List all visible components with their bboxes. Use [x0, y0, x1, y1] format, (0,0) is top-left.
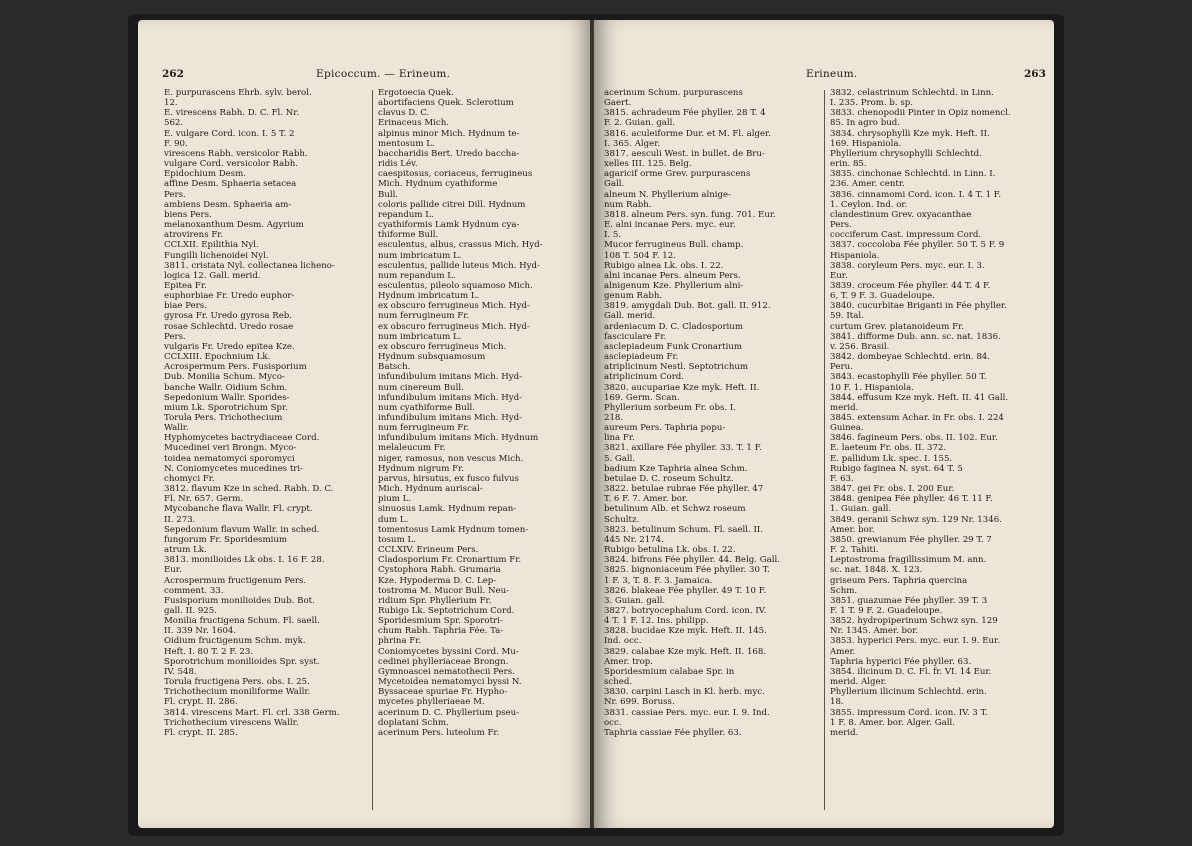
text-line: niger, ramosus, non vescus Mich. [378, 453, 524, 464]
text-line: Leptostroma fragillissimum M. ann. [830, 555, 987, 566]
text-line: Phyllerium sorbeum Fr. obs. I. [604, 402, 736, 413]
text-line: 3833. chenopodii Pinter in Opiz nomencl. [830, 108, 1011, 119]
text-line: griseum Pers. Taphria quercina [830, 575, 968, 586]
text-line: I. 365. Alger. [604, 138, 661, 149]
text-line: Oidium fructigenum Schm. myk. [164, 636, 306, 647]
text-line: merid. [830, 402, 859, 413]
text-line: II. 273. [164, 514, 196, 525]
text-line: 3818. alneum Pers. syn. fung. 701. Eur. [604, 209, 776, 220]
text-line: 3837. coccoloba Fée phyller. 50 T. 5 F. 9 [830, 240, 1005, 251]
text-line: badium Kze Taphria alnea Schm. [604, 463, 748, 474]
text-line: T. 6 F. 7. Amer. bor. [604, 494, 688, 505]
text-line: virescens Rabh. versicolor Rabh. [164, 148, 308, 159]
text-line: clandestinum Grev. oxyacanthae [830, 209, 972, 220]
text-line: Wallr. [164, 423, 189, 434]
text-line: sched. [604, 677, 633, 688]
text-line: Gall. [604, 179, 625, 190]
text-line: Kze. Hypoderma D. C. Lep- [378, 575, 497, 586]
text-line: alnigenum Kze. Phyllerium alni- [604, 280, 744, 291]
text-line: Sepedonium flavum Wallr. in sched. [164, 524, 320, 535]
text-line: Amer. trop. [604, 656, 654, 667]
right-column-2 [830, 88, 1048, 738]
text-line: Phyllerium ilicinum Schlechtd. erin. [830, 687, 987, 698]
right-column-1 [604, 88, 820, 738]
text-line: xelles III. 125. Belg. [604, 159, 692, 170]
text-line: F. 2. Guian. gall. [604, 118, 676, 129]
text-line: 236. Amer. centr. [830, 179, 905, 190]
text-line: cocciferum Cast. impressum Cord. [830, 230, 982, 241]
text-line: 3836. cinnamomi Cord. icon. I. 4 T. 1 F. [830, 189, 1002, 200]
running-head: Erineum. [806, 68, 858, 80]
text-line: 3850. grewianum Fée phyller. 29 T. 7 [830, 534, 992, 545]
text-line: Nr. 1345. Amer. bor. [830, 626, 919, 637]
text-line: logica 12. Gall. merid. [164, 270, 261, 281]
text-line: 1 F. 3, T. 8. F. 3. Jamaica. [604, 575, 713, 586]
text-line: Epitea Fr. [164, 280, 207, 291]
text-line: Mich. Hydnum auriscal- [378, 484, 483, 495]
text-line: 562. [164, 118, 184, 129]
text-line: 12. [164, 98, 178, 109]
text-line: alpinus minor Mich. Hydnum te- [378, 128, 520, 139]
text-line: Bull. [378, 189, 399, 200]
text-line: IV. 548. [164, 666, 197, 677]
text-line: esculentus, albus, crassus Mich. Hyd- [378, 240, 543, 251]
text-line: 218. [604, 413, 624, 423]
text-line: mycetes phylleriaeae M. [378, 697, 485, 708]
text-line: betulae D. C. roseum Schultz. [604, 473, 734, 484]
text-line: ridis Lév. [378, 159, 418, 170]
text-line: infundibulum imitans Mich. Hyd- [378, 413, 522, 423]
text-line: 3. Guian. gall. [604, 595, 666, 606]
text-line: num Rabh. [604, 199, 652, 210]
text-line: 3839. croceum Fée phyller. 44 T. 4 F. [830, 280, 991, 291]
text-line: infundibulum imitans Mich. Hydnum [378, 433, 539, 444]
text-line: Rubigo betulina Lk. obs. I. 22. [604, 545, 736, 556]
text-line: Sporotrichum monilioides Spr. syst. [164, 656, 320, 667]
text-line: abortifaciens Quek. Sclerotium [378, 98, 514, 109]
text-line: 3823. betulinum Schum. Fl. saell. II. [604, 524, 764, 535]
text-line: tostroma M. Mucor Bull. Neu- [378, 585, 510, 596]
text-line: comment. 33. [164, 585, 224, 596]
text-line: 3854. ilicinum D. C. Fl. fr. VI. 14 Eur. [830, 666, 992, 677]
text-line: Ind. occ. [604, 636, 642, 647]
text-line: tomentosus Lamk Hydnum tomen- [378, 524, 529, 535]
text-line: v. 256. Brasil. [830, 341, 890, 352]
text-line: aureum Pers. Taphria popu- [604, 423, 726, 434]
text-line: atrum Lk. [164, 545, 207, 556]
text-line: F. 90. [164, 138, 188, 149]
text-line: 18. [830, 697, 844, 708]
text-line: 3853. hyperici Pers. myc. eur. I. 9. Eur. [830, 636, 1000, 647]
text-line: esculentus, pallide luteus Mich. Hyd- [378, 260, 540, 271]
text-line: Amer. [830, 646, 856, 657]
text-line: genum Rabh. [604, 291, 663, 302]
text-line: 3817. aesculi West. in bullet. de Bru- [604, 148, 765, 159]
text-line: occ. [604, 717, 622, 728]
text-line: Torula fructigena Pers. obs. I. 25. [164, 677, 310, 688]
text-line: 3844. effusum Kze myk. Heft. II. 41 Gall. [830, 392, 1009, 403]
text-line: 3820. aucupariae Kze myk. Heft. II. [604, 382, 760, 393]
text-line: 3834. chrysophylli Kze myk. Heft. II. [830, 128, 990, 139]
text-line: Mucor ferrugineus Bull. champ. [604, 240, 744, 251]
text-line: 1. Ceylon. Ind. or. [830, 199, 908, 210]
text-line: 3822. betulae rubrae Fée phyller. 47 [604, 484, 764, 495]
text-line: 3828. bucidae Kze myk. Heft. II. 145. [604, 626, 767, 637]
text-line: ardeniacum D. C. Cladosporium [604, 321, 743, 332]
text-line: Hydnum imbricatum L. [378, 291, 480, 302]
text-line: ex obscuro ferrugineus Mich. [378, 341, 507, 352]
text-line: asclepiadeum Funk Cronartium [604, 341, 743, 352]
text-line: 3819. amygdali Dub. Bot. gall. II. 912. [604, 301, 771, 312]
left-column-1 [164, 88, 368, 738]
text-line: CCLXIII. Epochnium Lk. [164, 352, 271, 363]
text-line: acerinum D. C. Phyllerium pseu- [378, 707, 520, 718]
page-number: 263 [1024, 68, 1046, 80]
text-line: ex obscuro ferrugineus Mich. Hyd- [378, 321, 530, 332]
text-line: 3811. cristata Nyl. collectanea licheno- [164, 260, 335, 271]
text-line: Trichothecium virescens Wallr. [164, 717, 299, 728]
text-line: 3816. aculeiforme Dur. et M. Fl. alger. [604, 128, 771, 139]
text-line: clavus D. C. [378, 108, 430, 119]
text-line: 169. Hispaniola. [830, 138, 902, 149]
text-line: Trichothecium moniliforme Wallr. [164, 687, 311, 698]
text-line: 3849. geranii Schwz syn. 129 Nr. 1346. [830, 514, 1002, 525]
text-line: atriplicinum Cord. [604, 372, 685, 383]
text-line: Mich. Hydnum cyathiforme [378, 179, 498, 190]
text-line: E. alni incanae Pers. myc. eur. [604, 220, 736, 231]
text-line: Acrospermum Pers. Fusisporium [164, 362, 307, 373]
text-line: 3841. difforme Dub. ann. sc. nat. 1836. [830, 331, 1001, 342]
text-line: Peru. [830, 362, 853, 373]
text-line: Fl. crypt. II. 286. [164, 697, 238, 708]
text-line: Pers. [164, 189, 186, 200]
text-line: mentosum L. [378, 138, 435, 149]
text-line: infundibulum imitans Mich. Hyd- [378, 392, 522, 403]
text-line: II. 339 Nr. 1604. [164, 626, 237, 637]
text-line: chomyci Fr. [164, 473, 215, 484]
text-line: F. 1 T. 9 F. 2. Guadeloupe. [830, 605, 943, 616]
text-line: dum L. [378, 514, 409, 525]
text-line: thiforme Bull. [378, 230, 439, 241]
text-line: E. purpurascens Ehrb. sylv. berol. [164, 88, 312, 98]
text-line: Epidochium Desm. [164, 169, 246, 180]
text-line: Mucedinei veri Brongn. Myco- [164, 443, 297, 454]
text-line: Hydnum nigrum Fr. [378, 463, 464, 474]
text-line: num imbricatum L. [378, 250, 462, 261]
text-line: toidea nematomyci sporomyci [164, 453, 295, 464]
text-line: curtum Grev. platanoideum Fr. [830, 321, 964, 332]
text-line: num repandum L. [378, 270, 456, 281]
text-line: cedinei phylleriaceae Brongn. [378, 656, 509, 667]
column-divider [372, 90, 373, 810]
text-line: melaleucum Fr. [378, 443, 446, 454]
text-line: 445 Nr. 2174. [604, 534, 664, 545]
text-line: E. virescens Rabh. D. C. Fl. Nr. [164, 108, 300, 119]
text-line: N. Coniomycetes mucedines tri- [164, 463, 304, 474]
text-line: num cinereum Bull. [378, 382, 464, 393]
text-line: 3831. cassiae Pers. myc. eur. I. 9. Ind. [604, 707, 770, 718]
text-line: 169. Germ. Scan. [604, 392, 680, 403]
text-line: pium L. [378, 494, 412, 505]
text-line: Schultz. [604, 514, 640, 525]
text-line: Hispaniola. [830, 250, 880, 261]
text-line: fungorum Fr. Sporidesmium [164, 534, 288, 545]
text-line: Coniomycetes byssini Cord. Mu- [378, 646, 519, 657]
text-line: coloris pallide citrei Dill. Hydnum [378, 199, 526, 210]
text-line: Nr. 699. Boruss. [604, 697, 675, 708]
text-line: parvus, hirsutus, ex fusco fulvus [378, 473, 519, 484]
text-line: biens Pers. [164, 209, 212, 220]
text-line: E. vulgare Cord. icon. I. 5 T. 2 [164, 128, 295, 139]
text-line: Pers. [164, 331, 186, 342]
text-line: doplatani Schm. [378, 717, 449, 728]
text-line: ridium Spr. Phyllerium Fr. [378, 595, 492, 606]
text-line: Batsch. [378, 362, 411, 373]
text-line: baccharidis Bert. Uredo baccha- [378, 148, 520, 159]
text-line: E. laeteum Fr. obs. II. 372. [830, 443, 947, 454]
text-line: E. pallidum Lk. spec. I. 155. [830, 453, 953, 464]
text-line: Taphria hyperici Fée phyller. 63. [830, 656, 972, 667]
text-line: 1. Guian. gall. [830, 504, 892, 515]
text-line: phrina Fr. [378, 636, 422, 647]
text-line: Rubigo alnea Lk. obs. I. 22. [604, 260, 724, 271]
text-line: fasciculare Fr. [604, 331, 667, 342]
text-line: Gall. merid. [604, 311, 656, 322]
text-line: Fl. Nr. 657. Germ. [164, 494, 244, 505]
text-line: num cyathiforme Bull. [378, 402, 475, 413]
text-line: alni incanae Pers. alneum Pers. [604, 270, 741, 281]
text-line: Rubigo faginea N. syst. 64 T. 5 [830, 463, 963, 474]
text-line: 10 F. 1. Hispaniola. [830, 382, 915, 393]
text-line: Sepedonium Wallr. Sporides- [164, 392, 290, 403]
text-line: F. 2. Tahiti. [830, 545, 879, 556]
text-line: 3821. axillare Fée phyller. 33. T. 1 F. [604, 443, 762, 454]
text-line: Hydnum subsquamosum [378, 352, 486, 363]
text-line: 3827. botryocephalum Cord. icon. IV. [604, 605, 767, 616]
running-head: Epicoccum. — Erineum. [316, 68, 451, 80]
text-line: Hyphomycetes bactrydiaceae Cord. [164, 433, 320, 444]
text-line: 3852. hydropiperinum Schwz syn. 129 [830, 616, 998, 627]
text-line: Eur. [164, 565, 182, 576]
text-line: 3835. cinchonae Schlechtd. in Linn. I. [830, 169, 996, 180]
text-line: alneum N. Phyllerium alnige- [604, 189, 732, 200]
left-page [138, 20, 592, 828]
text-line: ex obscuro ferrugineus Mich. Hyd- [378, 301, 530, 312]
text-line: merid. Alger. [830, 677, 887, 688]
text-line: Pers. [830, 220, 852, 231]
text-line: Fusisporium monilioides Dub. Bot. [164, 595, 315, 606]
text-line: CCLXIV. Erineum Pers. [378, 545, 479, 556]
text-line: Acrospermum fructigenum Pers. [164, 575, 307, 586]
text-line: I. 235. Prom. b. sp. [830, 98, 914, 109]
text-line: affine Desm. Sphaeria setacea [164, 179, 297, 190]
text-line: num ferrugineum Fr. [378, 423, 470, 434]
text-line: acerinum Pers. luteolum Fr. [378, 727, 500, 738]
text-line: rosae Schlechtd. Uredo rosae [164, 321, 294, 332]
text-line: Monilia fructigena Schum. Fl. saell. [164, 616, 320, 627]
text-line: banche Wallr. Oidium Schm. [164, 382, 288, 393]
text-line: betulinum Alb. et Schwz roseum [604, 504, 746, 515]
text-line: esculentus, pileolo squamoso Mich. [378, 280, 533, 291]
text-line: 3825. bignoniaceum Fée phyller. 30 T. [604, 565, 770, 576]
text-line: Sporidesmium Spr. Sporotri- [378, 616, 503, 627]
text-line: 3814. virescens Mart. Fl. crl. 338 Germ. [164, 707, 340, 718]
text-line: vulgaris Fr. Uredo epitea Kze. [164, 341, 295, 352]
text-line: 59. Ital. [830, 311, 864, 322]
text-line: 3812. flavum Kze in sched. Rabh. D. C. [164, 484, 334, 495]
text-line: Byssaceae spuriae Fr. Hypho- [378, 687, 508, 698]
text-line: 3829. calabae Kze myk. Heft. II. 168. [604, 646, 767, 657]
text-line: atrovirens Fr. [164, 230, 224, 241]
text-line: mium Lk. Sporotrichum Spr. [164, 402, 288, 413]
text-line: Eur. [830, 270, 848, 281]
text-line: 3813. monilioides Lk obs. I. 16 F. 28. [164, 555, 325, 566]
text-line: 3838. coryleum Pers. myc. eur. I. 3. [830, 260, 985, 271]
text-line: Sporidesmium calabae Spr. in [604, 666, 735, 677]
text-line: Fl. crypt. II. 285. [164, 727, 238, 738]
text-line: 108 T. 504 F. 12. [604, 250, 676, 261]
text-line: Gymnoascei nematothecii Pers. [378, 666, 515, 677]
text-line: Phyllerium chrysophylli Schlechtd. [830, 148, 982, 159]
text-line: 3842. dombeyae Schlechtd. erin. 84. [830, 352, 990, 363]
text-line: Erinaceus Mich. [378, 118, 449, 129]
text-line: atriplicinum Nestl. Septotrichum [604, 362, 749, 373]
text-line: 4 T. 1 F. 12. Ins. philipp. [604, 616, 709, 627]
text-line: 3830. carpini Lasch in Kl. herb. myc. [604, 687, 765, 698]
text-line: merid. [830, 727, 859, 738]
text-line: Cystophora Rabh. Grumaria [378, 565, 501, 576]
text-line: melanoxanthum Desm. Agyrium [164, 220, 304, 231]
text-line: 3845. extensum Achar. in Fr. obs. I. 224 [830, 413, 1004, 423]
text-line: F. 63. [830, 473, 854, 484]
text-line: agaricif orme Grev. purpurascens [604, 169, 751, 180]
text-line: 3824. bifrons Fée phyller. 44. Belg. Gall. [604, 555, 780, 566]
text-line: 3840. cucurbitae Briganti in Fée phyller. [830, 301, 1007, 312]
text-line: Ergotoecia Quek. [378, 88, 454, 98]
text-line: asclepiadeum Fr. [604, 352, 679, 363]
text-line: tosum L. [378, 534, 416, 545]
text-line: euphorbiae Fr. Uredo euphor- [164, 291, 295, 302]
text-line: 3848. genipea Fée phyller. 46 T. 11 F. [830, 494, 993, 505]
text-line: 3847. gei Fr. obs. I. 200 Eur. [830, 484, 955, 495]
text-line: 1 F. 8. Amer. bor. Alger. Gall. [830, 717, 955, 728]
text-line: biae Pers. [164, 301, 207, 312]
left-column-2 [378, 88, 588, 738]
text-line: Torula Pers. Trichothecium [164, 413, 283, 423]
text-line: vulgare Cord. versicolor Rabh. [164, 159, 299, 170]
text-line: repandum L. [378, 209, 434, 220]
text-line: Mycetoidea nematomyci byssi N. [378, 677, 522, 688]
text-line: caespitosus, coriaceus, ferrugineus [378, 169, 533, 180]
text-line: sinuosus Lamk. Hydnum repan- [378, 504, 517, 515]
text-line: Amer. bor. [830, 524, 875, 535]
text-line: Heft. I. 80 T. 2 F. 23. [164, 646, 254, 657]
text-line: Cladosporium Fr. Cronartium Fr. [378, 555, 522, 566]
text-line: acerinum Schum. purpurascens [604, 88, 743, 98]
text-line: Taphria cassiae Fée phyller. 63. [604, 727, 742, 738]
text-line: sc. nat. 1848. X. 123. [830, 565, 923, 576]
text-line: Schm. [830, 585, 858, 596]
text-line: 6, T. 9 F. 3. Guadeloupe. [830, 291, 935, 302]
text-line: num imbricatum L. [378, 331, 462, 342]
column-divider [824, 90, 825, 810]
text-line: num ferrugineum Fr. [378, 311, 470, 322]
text-line: gyrosa Fr. Uredo gyrosa Reb. [164, 311, 293, 322]
text-line: gall. II. 925. [164, 605, 217, 616]
text-line: Guinea. [830, 423, 864, 434]
text-line: 3832. celastrinum Schlechtd. in Linn. [830, 88, 994, 98]
scanned-book-spread [128, 14, 1064, 836]
page-number: 262 [162, 68, 184, 80]
text-line: 3855. impressum Cord. icon. IV. 3 T. [830, 707, 988, 718]
text-line: Dub. Monilia Schum. Myco- [164, 372, 285, 383]
text-line: 3851. guazumae Fée phyller. 39 T. 3 [830, 595, 988, 606]
text-line: I. 5. [604, 230, 622, 241]
text-line: Rubigo Lk. Septotrichum Cord. [378, 605, 515, 616]
text-line: Gaert. [604, 98, 632, 109]
text-line: Mycobanche flava Wallr. Fl. crypt. [164, 504, 313, 515]
text-line: cyathiformis Lamk Hydnum cya- [378, 220, 520, 231]
text-line: chum Rabh. Taphria Fée. Ta- [378, 626, 504, 637]
text-line: 5. Gall. [604, 453, 636, 464]
text-line: CCLXII. Epilithia Nyl. [164, 240, 259, 251]
text-line: Fungilli lichenoidei Nyl. [164, 250, 269, 261]
text-line: 3843. ecastophylli Fée phyller. 50 T. [830, 372, 987, 383]
text-line: ambiens Desm. Sphaeria am- [164, 199, 292, 210]
text-line: 3826. blakeae Fée phyller. 49 T. 10 F. [604, 585, 767, 596]
text-line: erin. 85. [830, 159, 867, 170]
text-line: infundibulum imitans Mich. Hyd- [378, 372, 522, 383]
right-page [594, 20, 1054, 828]
text-line: 3846. fagineum Pers. obs. II. 102. Eur. [830, 433, 998, 444]
text-line: lina Fr. [604, 433, 635, 444]
text-line: 85. In agro bud. [830, 118, 900, 129]
text-line: 3815. achradeum Fée phyller. 28 T. 4 [604, 108, 766, 119]
